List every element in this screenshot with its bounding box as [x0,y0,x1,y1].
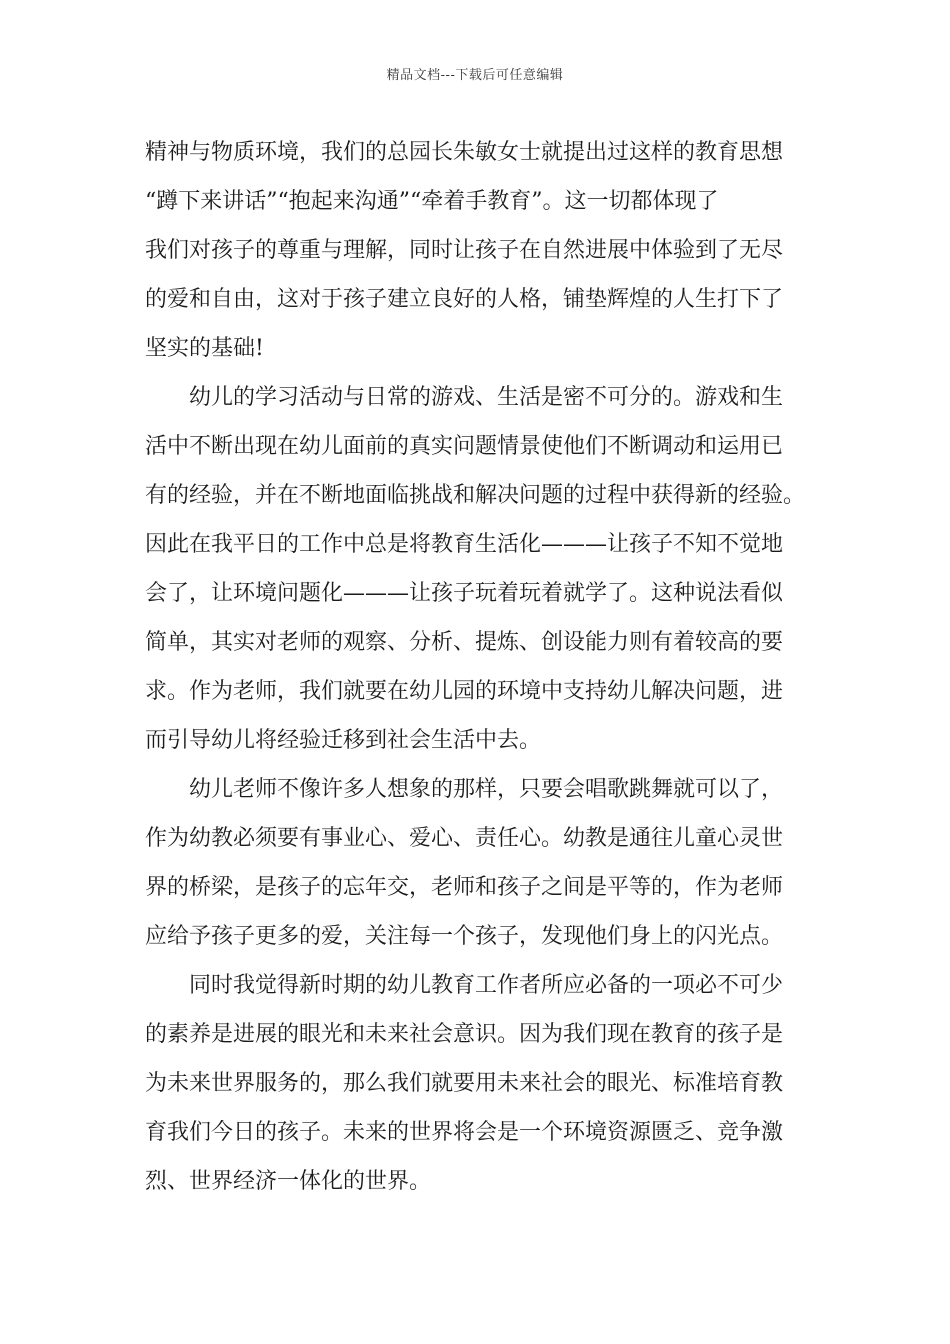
text-line: 简单，其实对老师的观察、分析、提炼、创设能力则有着较高的要 [145,630,784,655]
page-header: 精品文档---下载后可任意编辑 [386,68,564,83]
paragraph-4 [145,961,815,1206]
text-line: 会了，让环境问题化———让孩子玩着玩着就学了。这种说法看似 [145,581,784,606]
text-line: 求。作为老师，我们就要在幼儿园的环境中支持幼儿解决问题，进 [145,679,784,704]
text-line: 为未来世界服务的，那么我们就要用未来社会的眼光、标准培育教 [145,1071,784,1096]
text-line: 的素养是进展的眼光和未来社会意识。因为我们现在教育的孩子是 [145,1022,784,1047]
text-line: 育我们今日的孩子。未来的世界将会是一个环境资源匮乏、竞争激 [145,1120,784,1145]
paragraph-3 [145,765,815,961]
text-line: 精神与物质环境，我们的总园长朱敏女士就提出过这样的教育思想 [145,140,784,165]
text-line: “蹲下来讲话”“抱起来沟通”“牵着手教育”。这一切都体现了 [145,189,719,214]
text-line: 活中不断出现在幼儿面前的真实问题情景使他们不断调动和运用已 [145,434,784,459]
text-line: 有的经验，并在不断地面临挑战和解决问题的过程中获得新的经验。 [145,483,806,508]
text-line: 坚实的基础! [145,336,264,361]
text-line: 烈、世界经济一体化的世界。 [145,1169,432,1194]
text-line: 我们对孩子的尊重与理解，同时让孩子在自然进展中体验到了无尽 [145,238,784,263]
text-line: 应给予孩子更多的爱，关注每一个孩子，发现他们身上的闪光点。 [145,924,784,949]
text-line: 界的桥梁，是孩子的忘年交，老师和孩子之间是平等的，作为老师 [145,875,784,900]
document-body [145,128,815,1206]
text-line: 同时我觉得新时期的幼儿教育工作者所应必备的一项必不可少 [189,973,784,998]
text-line: 的爱和自由，这对于孩子建立良好的人格，铺垫辉煌的人生打下了 [145,287,784,312]
text-line: 作为幼教必须要有事业心、爱心、责任心。幼教是通往儿童心灵世 [145,826,784,851]
paragraph-1 [145,128,815,373]
text-line: 而引导幼儿将经验迁移到社会生活中去。 [145,728,542,753]
paragraph-2 [145,373,815,765]
text-line: 因此在我平日的工作中总是将教育生活化———让孩子不知不觉地 [145,532,784,557]
text-line: 幼儿老师不像许多人想象的那样，只要会唱歌跳舞就可以了， [189,777,784,802]
text-line: 幼儿的学习活动与日常的游戏、生活是密不可分的。游戏和生 [189,385,784,410]
